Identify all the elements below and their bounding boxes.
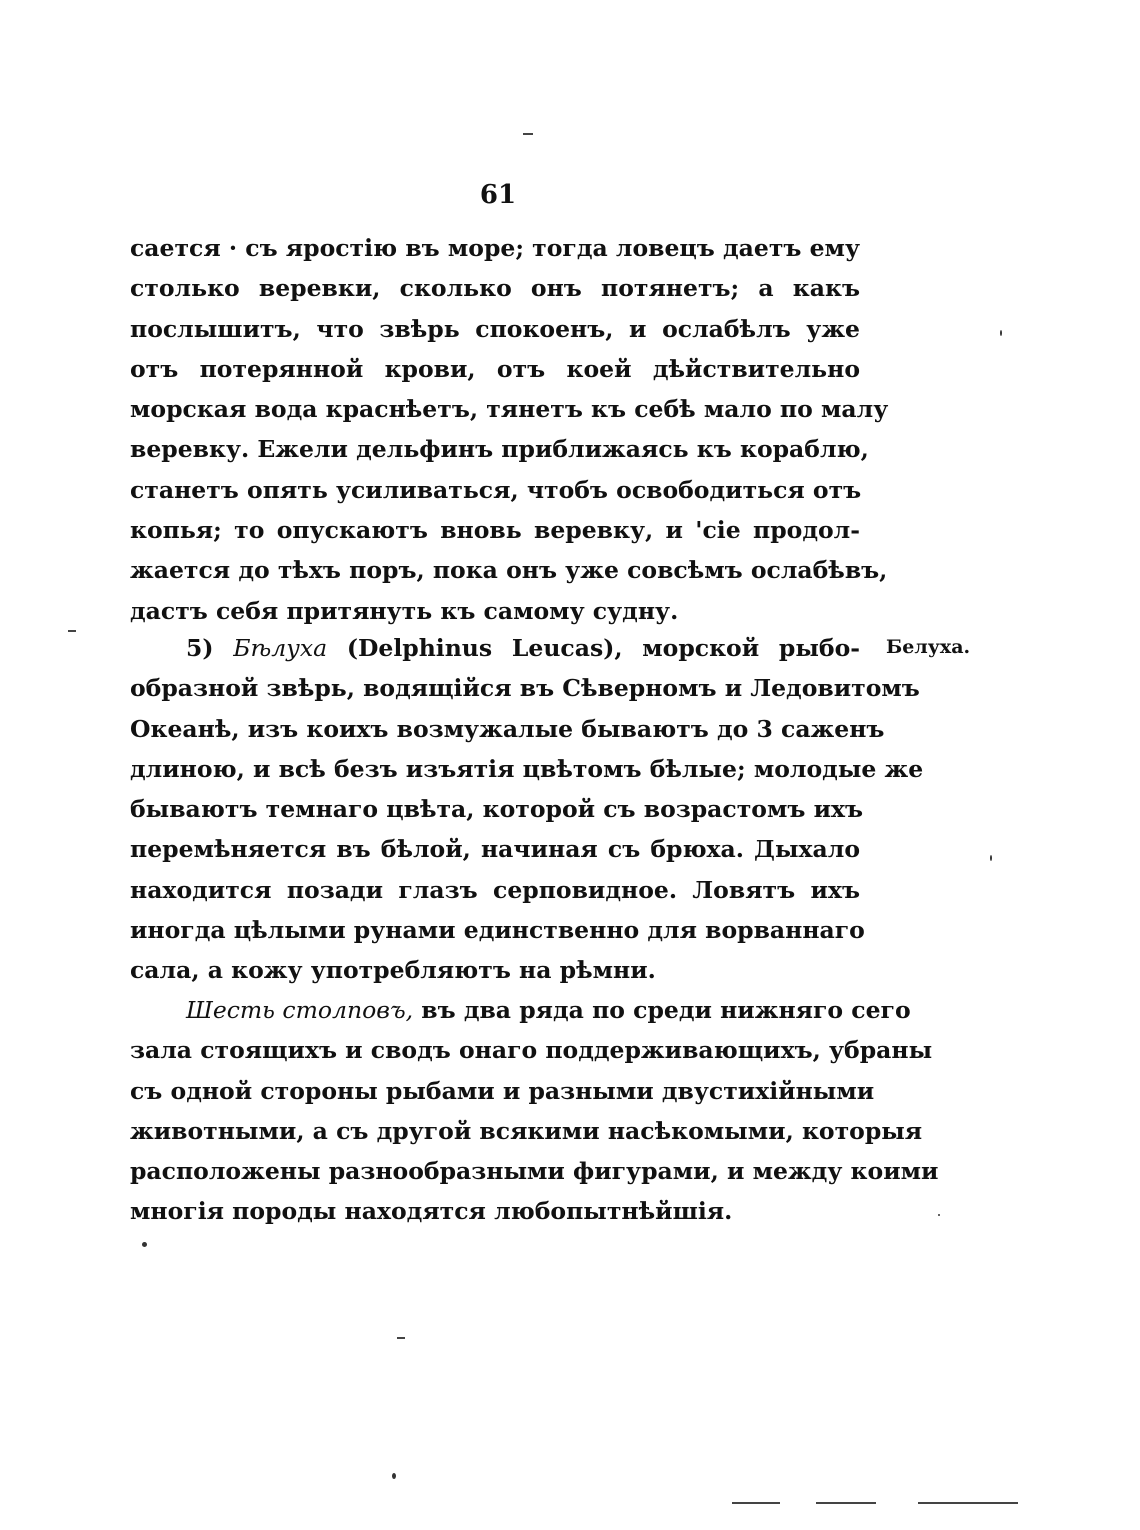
paragraph-lead-rest: въ два ряда по среди нижняго сего: [421, 996, 911, 1024]
text-line-first: [130, 628, 860, 668]
text-line: образной звѣрь, водящійся въ Сѣверномъ и Ледовитомъ: [130, 674, 920, 703]
text-line: дастъ себя притянуть къ самому судну.: [130, 596, 679, 625]
paragraph-1: [130, 228, 889, 631]
paragraph-lead: Шесть столповъ,: [186, 996, 414, 1024]
text-line: копья; то опускаютъ вновь веревку, и 'сіе продол-: [130, 516, 860, 545]
entry-number: 5): [186, 634, 214, 662]
scan-speck: [142, 1242, 147, 1247]
text-line: послышитъ, что звѣрь спокоенъ, и ослабѣлъ уже: [130, 314, 860, 343]
scan-speck: [990, 855, 992, 861]
text-line: зала стоящихъ и сводъ онаго поддерживающихъ, убраны: [130, 1036, 933, 1065]
text-line: столько веревки, сколько онъ потянетъ; а какъ: [130, 274, 860, 303]
page-number: 61: [479, 180, 517, 210]
text-line: съ одной стороны рыбами и разными двустихійными: [130, 1076, 875, 1105]
paragraph-3: [130, 990, 939, 1232]
text-line: жается до тѣхъ поръ, пока онъ уже совсѣмъ ослабѣвъ,: [130, 556, 888, 585]
text-line-first: [130, 990, 911, 1030]
text-line: находится позади глазъ серповидное. Ловятъ ихъ: [130, 875, 860, 904]
scan-speck: [1000, 330, 1002, 336]
scan-speck: [392, 1473, 396, 1479]
text-line: Океанѣ, изъ коихъ возмужалые бываютъ до 3 саженъ: [130, 714, 885, 743]
scan-mark: [523, 133, 533, 135]
text-line: бываютъ темнаго цвѣта, которой съ возрастомъ ихъ: [130, 795, 864, 824]
text-line: иногда цѣлыми рунами единственно для ворваннаго: [130, 916, 865, 945]
scan-mark: [918, 1502, 1018, 1504]
text-line: сала, а кожу употребляютъ на рѣмни.: [130, 956, 656, 985]
paragraph-2: [130, 628, 924, 991]
text-line: морская вода краснѣетъ, тянетъ къ себѣ мало по малу: [130, 395, 889, 424]
text-line: отъ потерянной крови, отъ коей дѣйствительно: [130, 354, 860, 383]
entry-latin: (Delphinus Leucas), морской рыбо-: [346, 634, 861, 662]
text-line: перемѣняется въ бѣлой, начиная съ брюха. Дыхало: [130, 835, 860, 864]
entry-title: Бѣлуха: [233, 634, 328, 662]
scan-mark: [68, 630, 76, 632]
scan-mark: [732, 1502, 780, 1504]
text-line: расположены разнообразными фигурами, и между коими: [130, 1157, 939, 1186]
text-line: животными, а съ другой всякими насѣкомыми, которыя: [130, 1116, 923, 1145]
text-line: многія породы находятся любопытнѣйшія.: [130, 1197, 733, 1226]
scan-mark: [816, 1502, 876, 1504]
scan-speck: [938, 1214, 940, 1216]
scan-mark: [397, 1337, 405, 1339]
text-line: длиною, и всѣ безъ изъятія цвѣтомъ бѣлые; молодые же: [130, 754, 924, 783]
margin-note: Белуха.: [886, 636, 971, 658]
text-line: веревку. Ежели дельфинъ приближаясь къ кораблю,: [130, 435, 869, 464]
text-line: сается · съ яростію въ море; тогда ловецъ даетъ ему: [130, 234, 861, 262]
text-line: станетъ опять усиливаться, чтобъ освободиться отъ: [130, 475, 862, 504]
